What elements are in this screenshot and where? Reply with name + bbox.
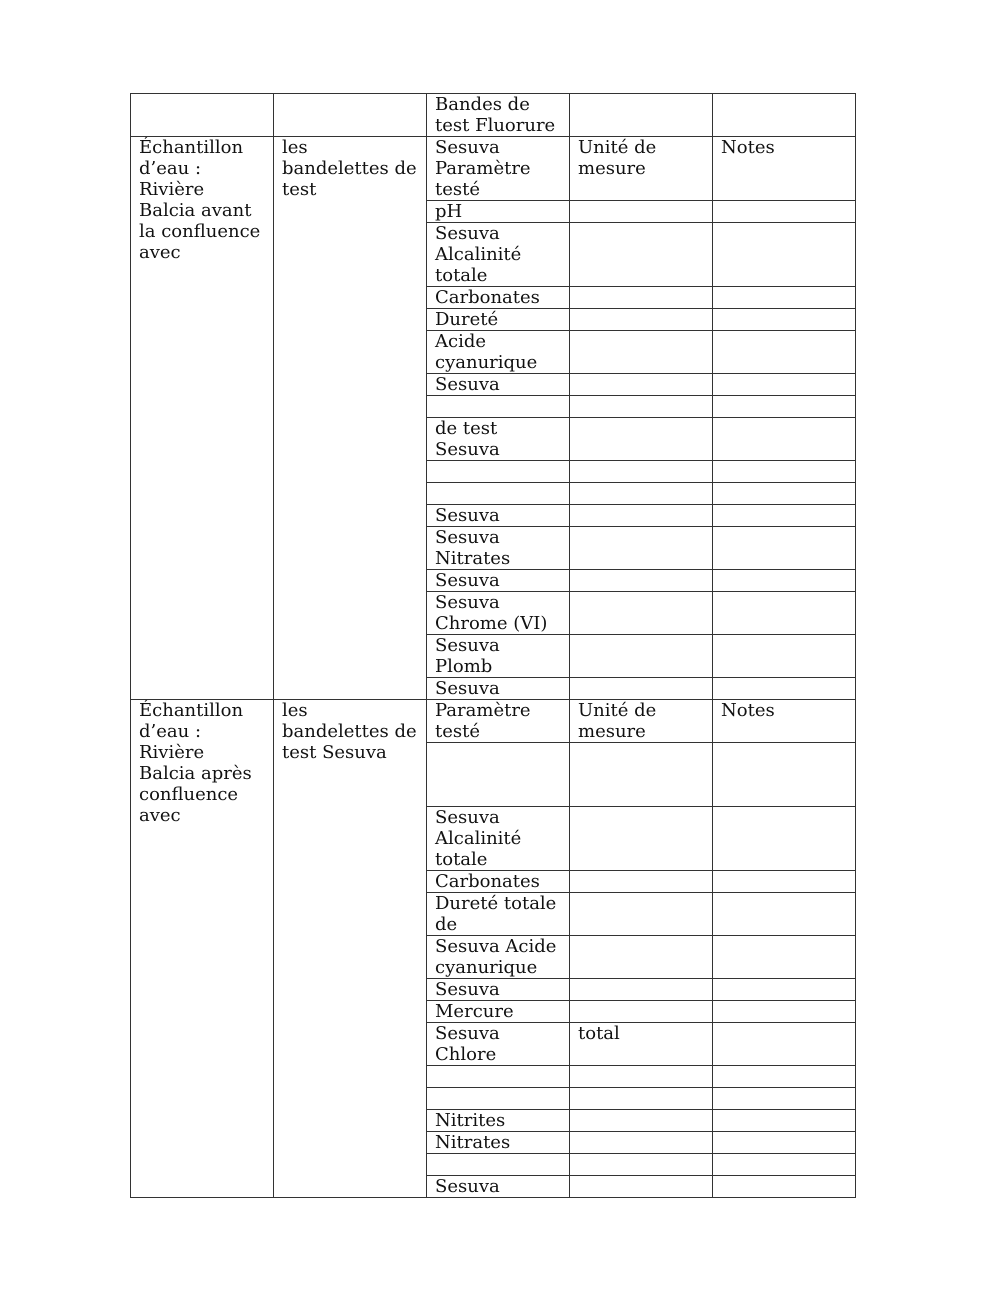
notes-cell (713, 1001, 856, 1023)
param-cell: Sesuva (427, 678, 570, 700)
param-cell: Nitrites (427, 1110, 570, 1132)
unit-cell (570, 570, 713, 592)
param-cell: pH (427, 201, 570, 223)
param-cell: Sesuva Plomb (427, 635, 570, 678)
notes-cell (713, 418, 856, 461)
unit-header-cell: Unité de mesure (570, 700, 713, 743)
unit-cell (570, 979, 713, 1001)
table-row (131, 94, 856, 137)
unit-cell (570, 678, 713, 700)
notes-cell (713, 1066, 856, 1088)
notes-cell (713, 1176, 856, 1198)
notes-cell (713, 1023, 856, 1066)
param-cell: Nitrates (427, 1132, 570, 1154)
param-cell: Bandes de test Fluorure (427, 94, 570, 137)
param-cell: Carbonates (427, 287, 570, 309)
notes-header-cell: Notes (713, 137, 856, 201)
unit-cell (570, 1154, 713, 1176)
unit-cell (570, 331, 713, 374)
notes-cell (713, 1154, 856, 1176)
unit-cell (570, 396, 713, 418)
param-cell (427, 1088, 570, 1110)
param-cell: de test Sesuva (427, 418, 570, 461)
param-cell: Sesuva Alcalinité totale (427, 223, 570, 287)
unit-cell (570, 807, 713, 871)
water-test-table (130, 93, 856, 1198)
unit-cell (570, 287, 713, 309)
unit-cell (570, 461, 713, 483)
unit-cell (570, 1110, 713, 1132)
param-cell: Dureté (427, 309, 570, 331)
param-cell: Carbonates (427, 871, 570, 893)
notes-cell (713, 94, 856, 137)
param-cell: Mercure (427, 1001, 570, 1023)
param-cell: Acide cyanurique (427, 331, 570, 374)
unit-cell (570, 223, 713, 287)
unit-cell (570, 94, 713, 137)
unit-cell (570, 527, 713, 570)
notes-header-cell: Notes (713, 700, 856, 743)
unit-cell (570, 871, 713, 893)
unit-cell (570, 505, 713, 527)
notes-cell (713, 287, 856, 309)
param-cell: Sesuva (427, 374, 570, 396)
unit-cell (570, 483, 713, 505)
notes-cell (713, 461, 856, 483)
section-header-row (131, 700, 856, 743)
sample-cell: Échantillon d’eau : Rivière Balcia après confluence avec (131, 700, 274, 1198)
param-cell (427, 1066, 570, 1088)
notes-cell (713, 223, 856, 287)
param-cell: Sesuva (427, 979, 570, 1001)
notes-cell (713, 1088, 856, 1110)
sample-cell (131, 94, 274, 137)
notes-cell (713, 570, 856, 592)
param-cell: Sesuva (427, 570, 570, 592)
param-cell (427, 396, 570, 418)
unit-cell (570, 418, 713, 461)
unit-header-cell: Unité de mesure (570, 137, 713, 201)
param-cell: Sesuva Chrome (VI) (427, 592, 570, 635)
notes-cell (713, 893, 856, 936)
notes-cell (713, 1132, 856, 1154)
notes-cell (713, 505, 856, 527)
notes-cell (713, 483, 856, 505)
unit-cell (570, 1132, 713, 1154)
unit-cell (570, 743, 713, 807)
notes-cell (713, 201, 856, 223)
param-cell (427, 461, 570, 483)
notes-cell (713, 936, 856, 979)
param-header-cell: Sesuva Paramètre testé (427, 137, 570, 201)
param-cell (427, 743, 570, 807)
method-cell: les bandelettes de test (274, 137, 427, 700)
param-cell: Sesuva (427, 505, 570, 527)
notes-cell (713, 807, 856, 871)
notes-cell (713, 635, 856, 678)
param-cell: Sesuva (427, 1176, 570, 1198)
param-header-cell: Paramètre testé (427, 700, 570, 743)
method-cell (274, 94, 427, 137)
unit-cell (570, 374, 713, 396)
sample-cell: Échantillon d’eau : Rivière Balcia avant la confluence avec (131, 137, 274, 700)
param-cell (427, 1154, 570, 1176)
unit-cell (570, 635, 713, 678)
method-cell: les bandelettes de test Sesuva (274, 700, 427, 1198)
unit-cell (570, 1176, 713, 1198)
unit-cell (570, 1066, 713, 1088)
notes-cell (713, 592, 856, 635)
param-cell: Dureté totale de (427, 893, 570, 936)
notes-cell (713, 331, 856, 374)
section-header-row (131, 137, 856, 201)
notes-cell (713, 871, 856, 893)
param-cell (427, 483, 570, 505)
param-cell: Sesuva Acide cyanurique (427, 936, 570, 979)
unit-cell (570, 592, 713, 635)
notes-cell (713, 678, 856, 700)
unit-cell (570, 309, 713, 331)
notes-cell (713, 743, 856, 807)
unit-cell: total (570, 1023, 713, 1066)
param-cell: Sesuva Nitrates (427, 527, 570, 570)
unit-cell (570, 893, 713, 936)
param-cell: Sesuva Alcalinité totale (427, 807, 570, 871)
notes-cell (713, 527, 856, 570)
param-cell: Sesuva Chlore (427, 1023, 570, 1066)
notes-cell (713, 374, 856, 396)
unit-cell (570, 1088, 713, 1110)
unit-cell (570, 201, 713, 223)
notes-cell (713, 309, 856, 331)
unit-cell (570, 1001, 713, 1023)
notes-cell (713, 979, 856, 1001)
notes-cell (713, 1110, 856, 1132)
notes-cell (713, 396, 856, 418)
unit-cell (570, 936, 713, 979)
table-body (131, 94, 856, 1198)
